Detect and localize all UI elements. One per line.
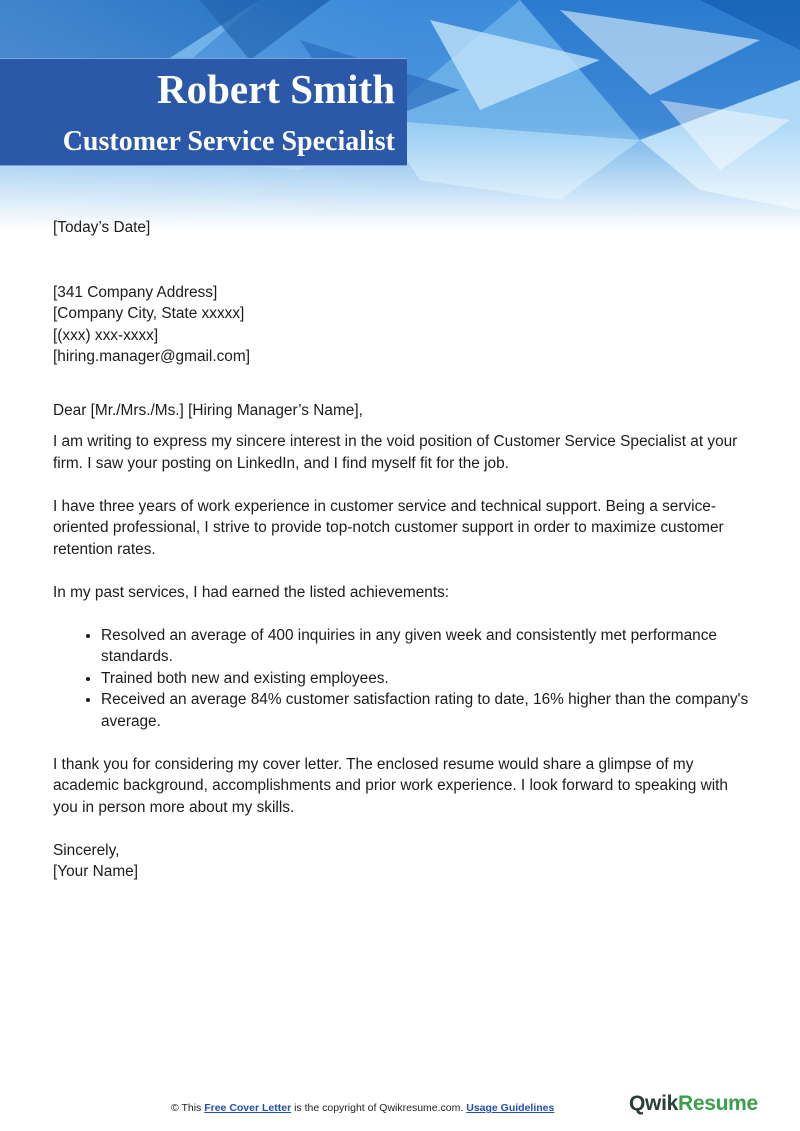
letter-date: [Today’s Date] bbox=[53, 219, 151, 236]
usage-guidelines-link[interactable]: Usage Guidelines bbox=[466, 1102, 555, 1114]
closing-paragraph: I thank you for considering my cover letter. The enclosed resume would share a glimpse of my academic background, accomplishments and prior work experience. I look forward to speaking with you in person more about my skills. bbox=[53, 755, 728, 816]
salutation: Dear [Mr./Mrs./Ms.] [Hiring Manager’s Name], bbox=[53, 401, 363, 419]
recipient-city-state: [Company City, State xxxxx] bbox=[53, 305, 245, 322]
experience-paragraph: I have three years of work experience in customer service and technical support. Being a service-oriented professional, I strive to provide top-notch customer support in order to maximize customer retention rates. bbox=[53, 497, 724, 558]
copyright-notice bbox=[171, 1102, 554, 1114]
achievements-list bbox=[53, 625, 753, 733]
logo-part-resume: Resume bbox=[677, 1092, 758, 1115]
logo-part-qwik: Qwik bbox=[629, 1092, 678, 1115]
applicant-job-title: Customer Service Specialist bbox=[62, 126, 395, 157]
list-item: • Resolved an average of 400 inquiries in any given week and consistently met performance standards. bbox=[101, 625, 753, 668]
list-item: • Received an average 84% customer satisfaction rating to date, 16% higher than the company's average. bbox=[101, 689, 753, 732]
cover-letter-body bbox=[53, 217, 753, 883]
qwikresume-logo[interactable] bbox=[629, 1092, 758, 1116]
list-item: • Trained both new and existing employees. bbox=[101, 668, 753, 690]
recipient-address: [341 Company Address] bbox=[53, 283, 218, 301]
recipient-phone: [(xxx) xxx-xxxx] bbox=[53, 326, 159, 344]
header-name-block bbox=[0, 58, 407, 166]
applicant-name: Robert Smith bbox=[156, 66, 395, 112]
signature: [Your Name] bbox=[53, 863, 138, 880]
copyright-middle: is the copyright of Qwikresume.com. bbox=[291, 1102, 467, 1114]
achievements-intro: In my past services, I had earned the listed achievements: bbox=[53, 583, 450, 601]
recipient-block bbox=[53, 282, 753, 368]
sign-off: Sincerely, bbox=[53, 841, 120, 859]
free-cover-letter-link[interactable]: Free Cover Letter bbox=[204, 1102, 292, 1114]
intro-paragraph: I am writing to express my sincere interest in the void position of Customer Service Specialist at your firm. I saw your posting on LinkedIn, and I find myself fit for the job. bbox=[53, 433, 738, 472]
copyright-prefix: © This bbox=[171, 1102, 205, 1114]
recipient-email: [hiring.manager@gmail.com] bbox=[53, 348, 250, 365]
